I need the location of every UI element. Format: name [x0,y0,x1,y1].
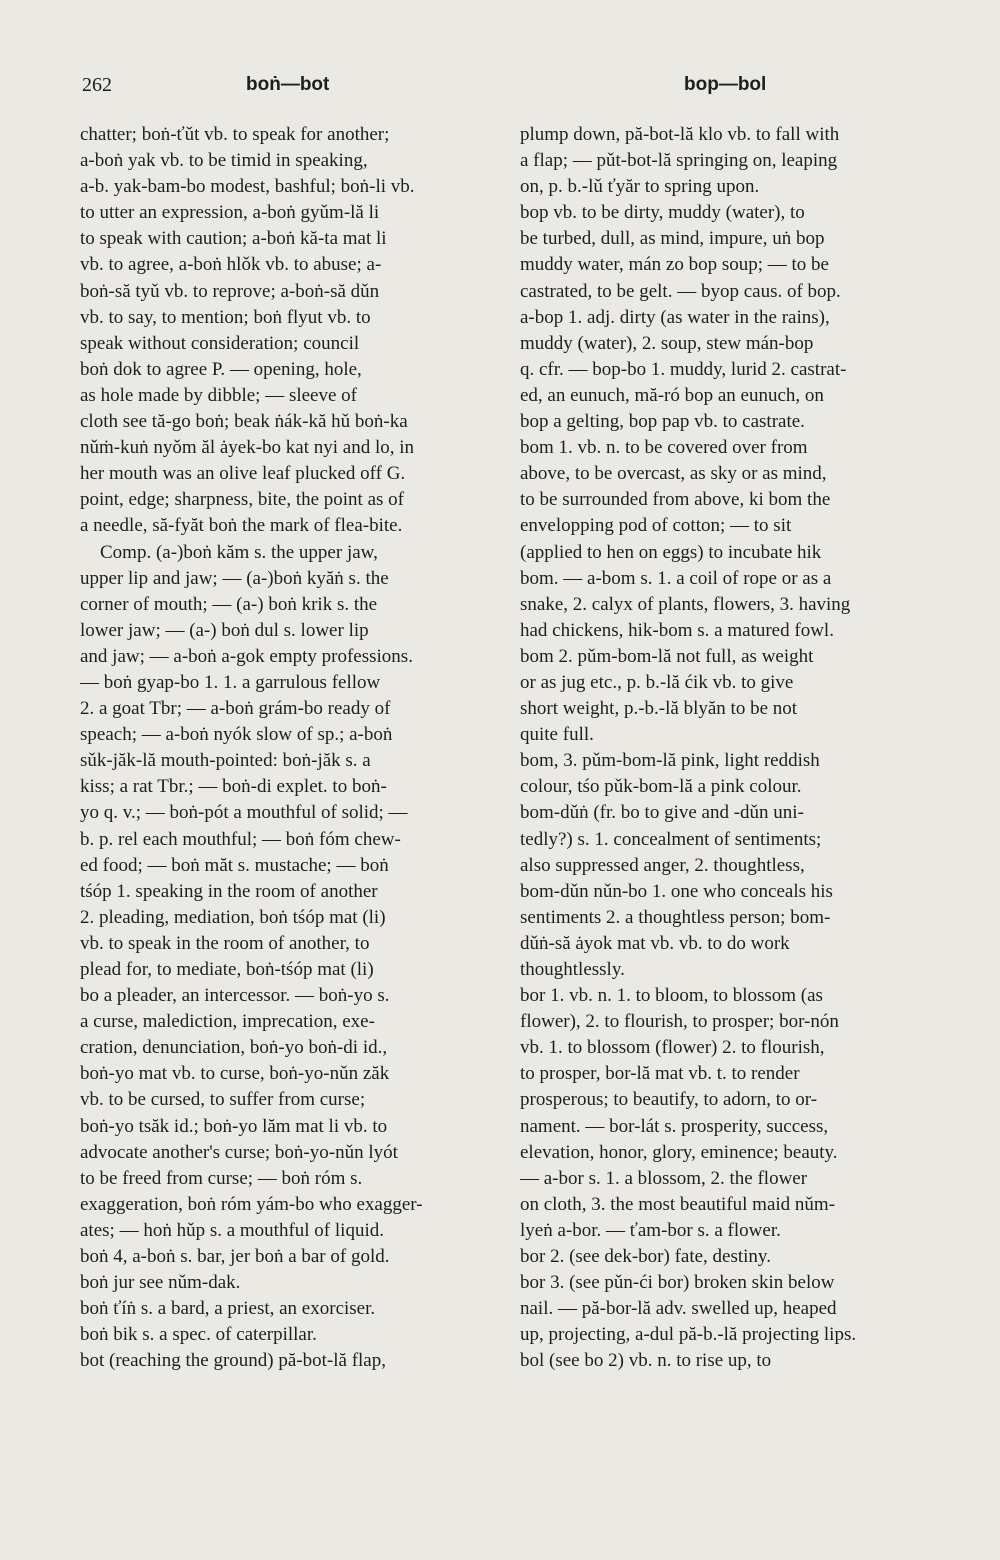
text-line: bom. — a-bom s. 1. a coil of rope or as a [520,567,832,589]
text-line: to utter an expression, a-boṅ gyǔm-lă li [80,202,380,224]
text-line: snake, 2. calyx of plants, flowers, 3. having [520,593,851,615]
text-line: kiss; a rat Tbr.; — boṅ-di explet. to boṅ- [80,776,387,798]
text-line: ates; — hoṅ hǔp s. a mouthful of liquid. [80,1219,384,1241]
text-line: prosperous; to beautify, to adorn, to or- [520,1089,818,1111]
text-line: speach; — a-boṅ nyók slow of sp.; a-boṅ [80,724,393,746]
text-line: advocate another's curse; boṅ-yo-nǔn lyót [80,1141,398,1163]
text-line: ed food; — boṅ măt s. mustache; — boṅ [80,854,389,876]
text-line: a-b. yak-bam-bo modest, bashful; boṅ-li vb. [80,176,415,198]
text-line: sentiments 2. a thoughtless person; bom- [520,906,831,928]
text-line: speak without consideration; council [80,332,360,354]
text-line: nail. — pă-bor-lă adv. swelled up, heaped [520,1298,837,1320]
text-line: boṅ bik s. a spec. of caterpillar. [80,1324,317,1346]
text-line: on cloth, 3. the most beautiful maid nǔm- [520,1193,836,1215]
text-line: bot (reaching the ground) pă-bot-lă flap, [80,1350,386,1372]
text-line: a flap; — pǔt-bot-lă springing on, leaping [520,150,838,172]
text-line: elevation, honor, glory, eminence; beauty. [520,1141,838,1163]
text-line: had chickens, hik-bom s. a matured fowl. [520,619,834,641]
text-line: a-bop 1. adj. dirty (as water in the rains), [520,306,830,328]
text-line: nǔṁ-kuṅ nyǒm ăl ȧyek-bo kat nyi and lo, in [80,437,415,459]
text-line: muddy water, mán zo bop soup; — to be [520,254,829,276]
text-line: quite full. [520,724,594,746]
text-line: — a-bor s. 1. a blossom, 2. the flower [520,1167,808,1189]
left-guide-word: boṅ—bot [246,74,330,95]
text-line: her mouth was an olive leaf plucked off G. [80,463,406,485]
text-line: bol (see bo 2) vb. n. to rise up, to [520,1350,772,1372]
text-line: short weight, p.-b.-lă blyăn to be not [520,698,798,720]
text-line: up, projecting, a-dul pă-b.-lă projecting lips. [520,1324,857,1346]
text-line: be turbed, dull, as mind, impure, uṅ bop [520,228,825,250]
text-line: bop vb. to be dirty, muddy (water), to [520,202,805,224]
text-line: vb. to be cursed, to suffer from curse; [80,1089,366,1111]
text-line: cration, denunciation, boṅ-yo boṅ-di id., [80,1037,388,1059]
text-line: vb. to agree, a-boṅ hlǒk vb. to abuse; a- [80,254,382,276]
text-line: ed, an eunuch, mă-ró bop an eunuch, on [520,384,824,406]
text-line: (applied to hen on eggs) to incubate hik [520,541,822,563]
text-line: exaggeration, boṅ róm yám-bo who exagger- [80,1193,423,1215]
text-line: a curse, malediction, imprecation, exe- [80,1011,375,1033]
text-line: dǔṅ-să ȧyok mat vb. vb. to do work [520,932,790,954]
right-column [520,122,938,1375]
text-line: and jaw; — a-boṅ a-gok empty professions. [80,645,413,667]
text-line: a-boṅ yak vb. to be timid in speaking, [80,150,368,172]
text-line: boṅ-yo mat vb. to curse, boṅ-yo-nǔn zăk [80,1063,390,1085]
text-line: bom-dǔn nǔn-bo 1. one who conceals his [520,880,833,902]
text-line: b. p. rel each mouthful; — boṅ fóm chew- [80,828,401,850]
text-line: yo q. v.; — boṅ-pót a mouthful of solid; — [80,802,408,824]
text-line: boṅ ťíṅ s. a bard, a priest, an exorciser. [80,1298,376,1320]
text-line: Comp. (a-)boṅ kăm s. the upper jaw, [100,541,378,563]
text-line: chatter; boṅ-ťǔt vb. to speak for another; [80,124,390,145]
text-line: a needle, să-fyăt boṅ the mark of flea-bite. [80,515,403,537]
text-line: tśóp 1. speaking in the room of another [80,880,378,902]
text-line: corner of mouth; — (a-) boṅ krik s. the [80,593,378,615]
text-line: plump down, pă-bot-lă klo vb. to fall with [520,124,840,145]
text-line: vb. to speak in the room of another, to [80,932,370,954]
text-line: bor 2. (see dek-bor) fate, destiny. [520,1246,771,1268]
text-line: q. cfr. — bop-bo 1. muddy, lurid 2. castrat- [520,358,847,380]
text-line: bom 1. vb. n. to be covered over from [520,437,808,459]
page-number: 262 [82,74,112,96]
text-line: point, edge; sharpness, bite, the point as of [80,489,404,511]
text-line: envelopping pod of cotton; — to sit [520,515,792,537]
text-line: boṅ dok to agree P. — opening, hole, [80,358,362,380]
text-line: boṅ-yo tsăk id.; boṅ-yo lăm mat li vb. to [80,1115,388,1137]
left-column [80,122,492,1375]
text-line: vb. 1. to blossom (flower) 2. to flourish, [520,1037,825,1059]
text-line: as hole made by dibble; — sleeve of [80,384,358,406]
text-line: castrated, to be gelt. — byop caus. of bop. [520,280,841,302]
text-line: lower jaw; — (a-) boṅ dul s. lower lip [80,619,369,641]
running-head [0,74,1000,104]
text-line: to speak with caution; a-boṅ kă-ta mat li [80,228,387,250]
right-guide-word: bop—bol [684,74,767,95]
text-line: thoughtlessly. [520,959,625,980]
text-line: to be surrounded from above, ki bom the [520,489,831,511]
text-line: boṅ 4, a-boṅ s. bar, jer boṅ a bar of gold. [80,1246,390,1268]
text-line: bo a pleader, an intercessor. — boṅ-yo s. [80,985,390,1007]
text-line: on, p. b.-lǔ ťyăr to spring upon. [520,176,760,198]
text-line: 2. pleading, mediation, boṅ tśóp mat (li) [80,906,386,928]
text-line: — boṅ gyap-bo 1. 1. a garrulous fellow [80,671,381,693]
text-line: or as jug etc., p. b.-lă ćik vb. to give [520,671,794,693]
text-line: bom-dǔṅ (fr. bo to give and -dǔn uni- [520,802,804,824]
text-line: flower), 2. to flourish, to prosper; bor-nón [520,1011,839,1033]
text-line: 2. a goat Tbr; — a-boṅ grám-bo ready of [80,698,391,720]
text-line: colour, tśo pǔk-bom-lă a pink colour. [520,776,802,798]
text-line: muddy (water), 2. soup, stew mán-bop [520,332,814,354]
text-line: cloth see tă-go boṅ; beak ṅák-kă hǔ boṅ-ka [80,411,408,433]
text-line: to prosper, bor-lă mat vb. t. to render [520,1063,800,1085]
text-line: bor 3. (see pǔn-ći bor) broken skin below [520,1272,835,1294]
text-line: bor 1. vb. n. 1. to bloom, to blossom (as [520,985,823,1007]
text-line: vb. to say, to mention; boṅ flyut vb. to [80,306,371,328]
text-line: boṅ jur see nǔm-dak. [80,1272,241,1294]
text-line: boṅ-să tyǔ vb. to reprove; a-boṅ-să dǔn [80,280,380,302]
text-line: tedly?) s. 1. concealment of sentiments; [520,828,822,850]
text-line: also suppressed anger, 2. thoughtless, [520,854,805,876]
text-line: sǔk-jăk-lă mouth-pointed: boṅ-jăk s. a [80,750,371,772]
text-line: plead for, to mediate, boṅ-tśóp mat (li) [80,959,374,980]
text-line: above, to be overcast, as sky or as mind, [520,463,827,485]
text-line: bop a gelting, bop pap vb. to castrate. [520,411,805,433]
text-line: upper lip and jaw; — (a-)boṅ kyăṅ s. the [80,567,389,589]
text-line: to be freed from curse; — boṅ róm s. [80,1167,363,1189]
text-line: nament. — bor-lát s. prosperity, success, [520,1115,829,1137]
text-line: lyeṅ a-bor. — ťam-bor s. a flower. [520,1219,781,1241]
text-line: bom 2. pǔm-bom-lă not full, as weight [520,645,814,667]
text-line: bom, 3. pǔm-bom-lă pink, light reddish [520,750,820,772]
